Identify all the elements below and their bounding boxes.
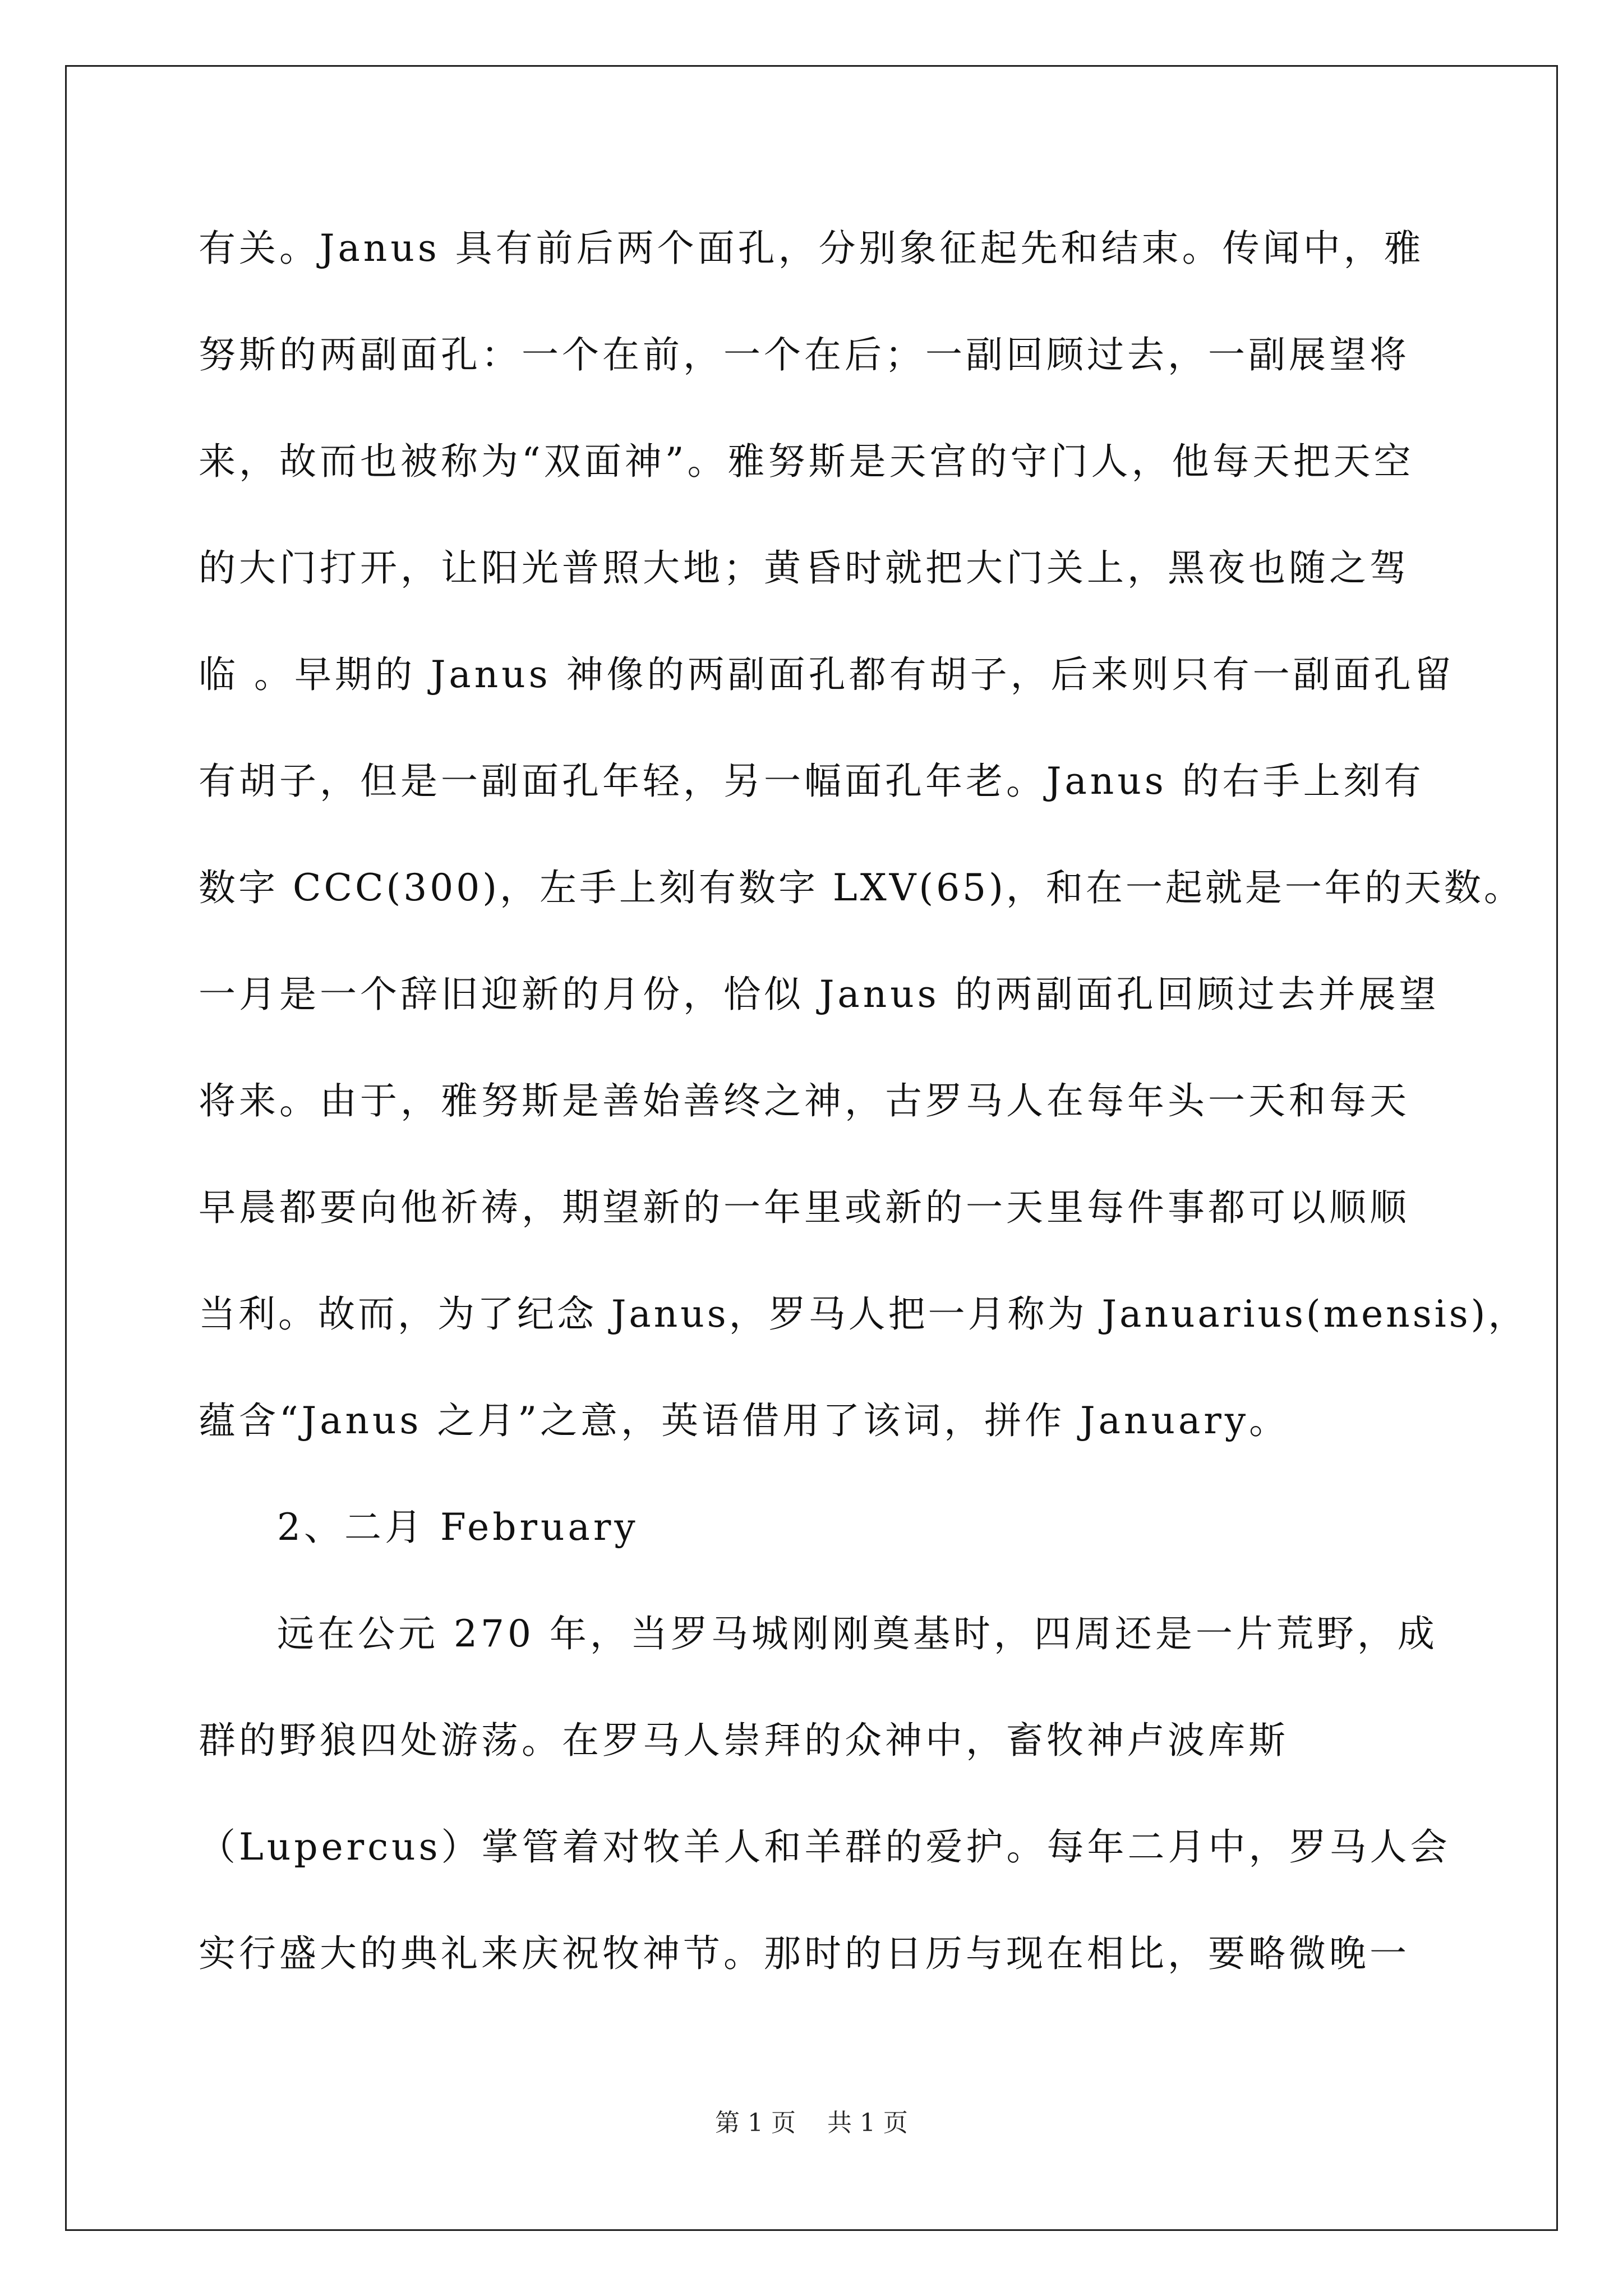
text-line: 蕴含“Janus 之月”之意，英语借用了该词，拼作 January。 (199, 1399, 1290, 1442)
text-line: 的大门打开，让阳光普照大地；黄昏时就把大门关上，黑夜也随之驾 (199, 546, 1410, 590)
text-line: 来，故而也被称为“双面神”。雅努斯是天宫的守门人，他每天把天空 (199, 440, 1414, 483)
text-line: 有胡子，但是一副面孔年轻，另一幅面孔年老。Janus 的右手上刻有 (199, 760, 1424, 803)
text-line: 一月是一个辞旧迎新的月份，恰似 Janus 的两副面孔回顾过去并展望 (199, 973, 1440, 1016)
text-line: 数字 CCC(300)，左手上刻有数字 LXV(65)，和在一起就是一年的天数。 (199, 866, 1524, 909)
text-line: 早晨都要向他祈祷，期望新的一年里或新的一天里每件事都可以顺顺 (199, 1186, 1410, 1229)
text-line: 临 。早期的 Janus 神像的两副面孔都有胡子，后来则只有一副面孔留 (199, 653, 1455, 696)
section-heading: 2、二月 February (277, 1506, 639, 1549)
text-line: 有关。Janus 具有前后两个面孔，分别象征起先和结束。传闻中，雅 (199, 227, 1424, 270)
text-line: 努斯的两副面孔：一个在前，一个在后；一副回顾过去，一副展望将 (199, 333, 1410, 376)
page-footer: 第 1 页 共 1 页 (715, 2109, 908, 2137)
page-border (65, 65, 1558, 2231)
text-line: 实行盛大的典礼来庆祝牧神节。那时的日历与现在相比，要略微晚一 (199, 1932, 1410, 1975)
text-line: （Lupercus）掌管着对牧羊人和羊群的爱护。每年二月中，罗马人会 (199, 1825, 1451, 1869)
text-line: 远在公元 270 年，当罗马城刚刚奠基时，四周还是一片荒野，成 (277, 1612, 1438, 1655)
text-line: 将来。由于，雅努斯是善始善终之神，古罗马人在每年头一天和每天 (199, 1079, 1410, 1122)
text-line: 群的野狼四处游荡。在罗马人崇拜的众神中，畜牧神卢波库斯 (199, 1719, 1289, 1762)
text-line: 当利。故而，为了纪念 Janus，罗马人把一月称为 Januarius(mensis)， (199, 1292, 1528, 1336)
